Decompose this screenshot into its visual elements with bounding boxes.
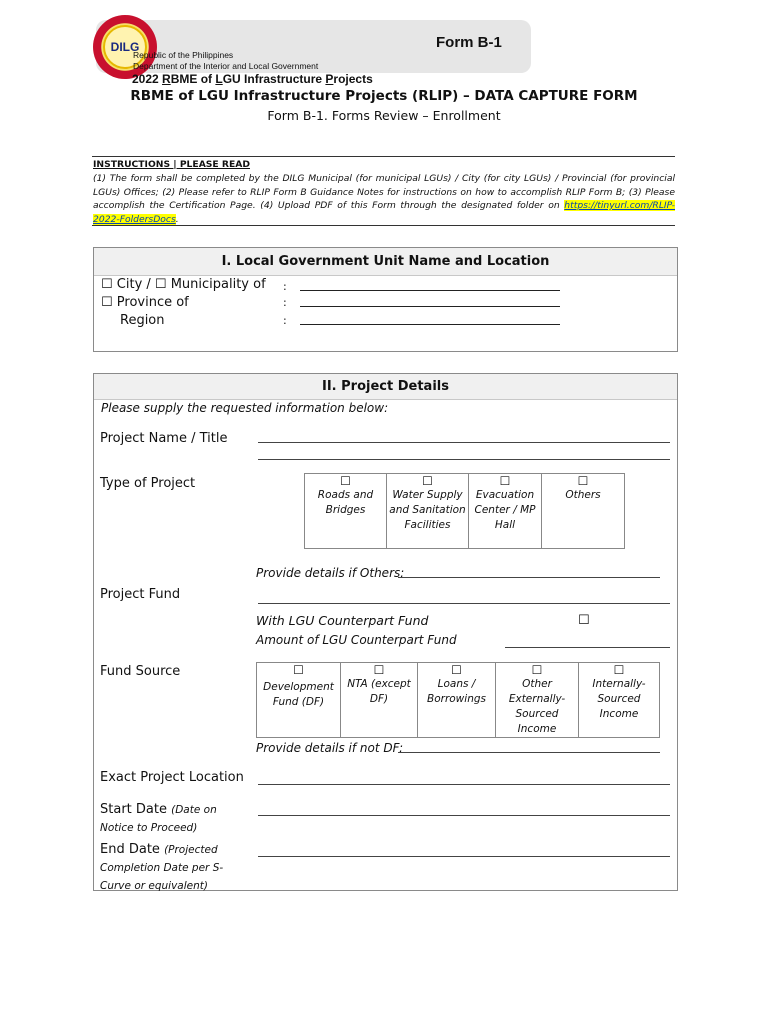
source-loans[interactable]: ☐ Loans / Borrowings bbox=[418, 663, 496, 738]
source-other-external[interactable]: ☐ Other Externally-Sourced Income bbox=[496, 663, 579, 738]
counterpart-label: With LGU Counterpart Fund bbox=[256, 613, 429, 628]
fund-source-options bbox=[256, 662, 660, 738]
folder-link[interactable]: https://tinyurl.com/RLIP-2022-FoldersDocs bbox=[93, 200, 675, 225]
project-type-options bbox=[304, 473, 625, 549]
instructions-heading: INSTRUCTIONS | PLEASE READ bbox=[93, 159, 250, 170]
type-evacuation-center[interactable]: ☐ Evacuation Center / MP Hall bbox=[469, 474, 542, 549]
source-internal[interactable]: ☐ Internally-Sourced Income bbox=[579, 663, 660, 738]
not-df-details-label: Provide details if not DF: bbox=[256, 741, 404, 755]
region-label: Region bbox=[120, 313, 165, 328]
end-date-field[interactable] bbox=[258, 856, 670, 857]
type-water-sanitation[interactable]: ☐ Water Supply and Sanitation Facilities bbox=[387, 474, 469, 549]
end-date-label: End Date (Projected Completion Date per S-Curve or equivalent) bbox=[100, 842, 224, 892]
city-municipality-field[interactable] bbox=[300, 290, 560, 291]
start-date-field[interactable] bbox=[258, 815, 670, 816]
type-roads-bridges[interactable]: ☐ Roads and Bridges bbox=[305, 474, 387, 549]
form-code: Form B-1 bbox=[436, 34, 502, 51]
colon: : bbox=[283, 296, 287, 309]
project-fund-label: Project Fund bbox=[100, 587, 181, 602]
type-of-project-label: Type of Project bbox=[100, 476, 196, 491]
start-date-label: Start Date (Date on Notice to Proceed) bbox=[100, 802, 217, 834]
project-location-label: Exact Project Location bbox=[100, 770, 244, 785]
agency-line-2: Department of the Interior and Local Government bbox=[133, 61, 319, 71]
divider-top bbox=[92, 156, 675, 157]
project-name-label: Project Name / Title bbox=[100, 431, 228, 446]
colon: : bbox=[283, 314, 287, 327]
others-details-label: Provide details if Others: bbox=[256, 566, 405, 580]
fund-source-label: Fund Source bbox=[100, 664, 181, 679]
form-main-title: RBME of LGU Infrastructure Projects (RLIP) – DATA CAPTURE FORM bbox=[130, 88, 638, 104]
type-others[interactable]: ☐ Others bbox=[542, 474, 625, 549]
section-project-title: II. Project Details bbox=[94, 374, 677, 400]
city-municipality-label: ☐ City / ☐ Municipality of bbox=[101, 277, 266, 292]
region-field[interactable] bbox=[300, 324, 560, 325]
project-fund-field[interactable] bbox=[258, 603, 670, 604]
project-location-field[interactable] bbox=[258, 784, 670, 785]
others-details-field[interactable] bbox=[398, 577, 660, 578]
province-label: ☐ Province of bbox=[101, 295, 189, 310]
counterpart-amount-label: Amount of LGU Counterpart Fund bbox=[256, 633, 457, 647]
section-lgu-title: I. Local Government Unit Name and Location bbox=[94, 248, 677, 276]
divider-bottom bbox=[92, 225, 675, 226]
not-df-details-field[interactable] bbox=[398, 752, 660, 753]
project-name-field-1[interactable] bbox=[258, 442, 670, 443]
counterpart-checkbox[interactable]: ☐ bbox=[578, 613, 590, 628]
project-name-field-2[interactable] bbox=[258, 459, 670, 460]
source-development-fund[interactable]: ☐ Development Fund (DF) bbox=[257, 663, 341, 738]
colon: : bbox=[283, 280, 287, 293]
project-name-line: 2022 RBME of LGU Infrastructure Projects bbox=[132, 72, 373, 86]
source-nta[interactable]: ☐ NTA (except DF) bbox=[341, 663, 418, 738]
intro-text: Please supply the requested information below: bbox=[101, 401, 389, 415]
counterpart-amount-field[interactable] bbox=[505, 647, 670, 648]
instructions-body: (1) The form shall be completed by the DILG Municipal (for municipal LGUs) / City (for city LGUs) / Provincial (for provincial LGUs) Offices; (2) Please refer to RLIP Form B Guidance Notes for instructions on how to accomplish RLIP Form B; (3) Please accomplish the Certification Page. (4) Upload PDF of this Form through the designated folder on https://tinyurl.com/RLIP-2022-FoldersDocs. bbox=[93, 173, 675, 225]
form-sub-title: Form B-1. Forms Review – Enrollment bbox=[267, 108, 501, 123]
logo-text: DILG bbox=[110, 40, 140, 54]
province-field[interactable] bbox=[300, 306, 560, 307]
agency-line-1: Republic of the Philippines bbox=[133, 50, 234, 60]
